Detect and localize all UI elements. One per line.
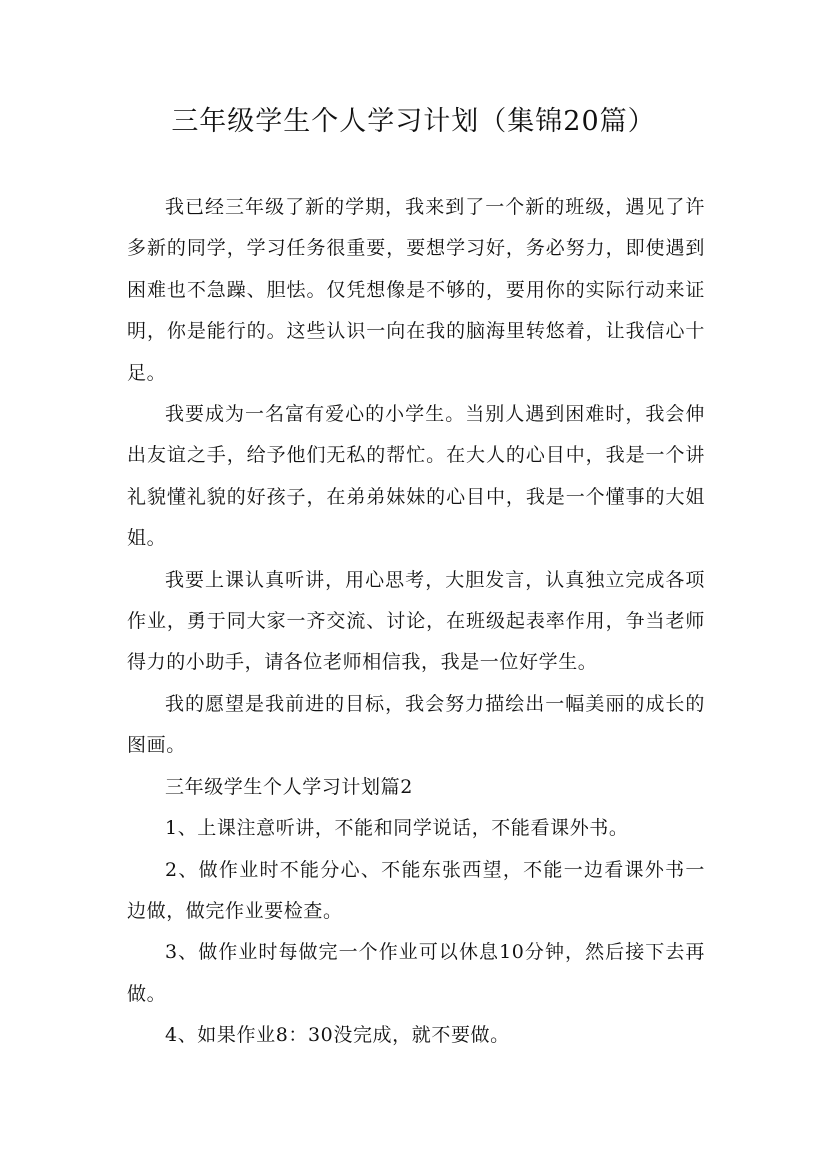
- paragraph-intro: 我已经三年级了新的学期，我来到了一个新的班级，遇见了许多新的同学，学习任务很重要，要想学习好，务必努力，即使遇到困难也不急躁、胆怯。仅凭想像是不够的，要用你的实际行动来证明，你是能行的。这些认识一向在我的脑海里转悠着，让我信心十足。: [127, 196, 705, 384]
- document-title: 三年级学生个人学习计划（集锦20篇）: [171, 106, 656, 137]
- paragraph-caring-student: 我要成为一名富有爱心的小学生。当别人遇到困难时，我会伸出友谊之手，给予他们无私的帮忙。在大人的心目中，我是一个讲礼貌懂礼貌的好孩子，在弟弟妹妹的心目中，我是一个懂事的大姐姐。: [127, 403, 705, 550]
- plan-item-1: 1、上课注意听讲，不能和同学说话，不能看课外书。: [165, 817, 629, 840]
- paragraph-class-behavior: 我要上课认真听讲，用心思考，大胆发言，认真独立完成各项作业，勇于同大家一齐交流、讨论，在班级起表率作用，争当老师得力的小助手，请各位老师相信我，我是一位好学生。: [127, 568, 705, 674]
- plan-item-2: 2、做作业时不能分心、不能东张西望，不能一边看课外书一边做，做完作业要检查。: [127, 858, 705, 922]
- plan-item-4: 4、如果作业8：30没完成，就不要做。: [165, 1024, 510, 1047]
- section-heading-plan-2: 三年级学生个人学习计划篇2: [165, 775, 413, 798]
- document-body: [127, 187, 705, 1057]
- paragraph-wish: 我的愿望是我前进的目标，我会努力描绘出一幅美丽的成长的图画。: [127, 692, 705, 757]
- plan-item-3: 3、做作业时每做完一个作业可以休息10分钟，然后接下去再做。: [127, 941, 705, 1005]
